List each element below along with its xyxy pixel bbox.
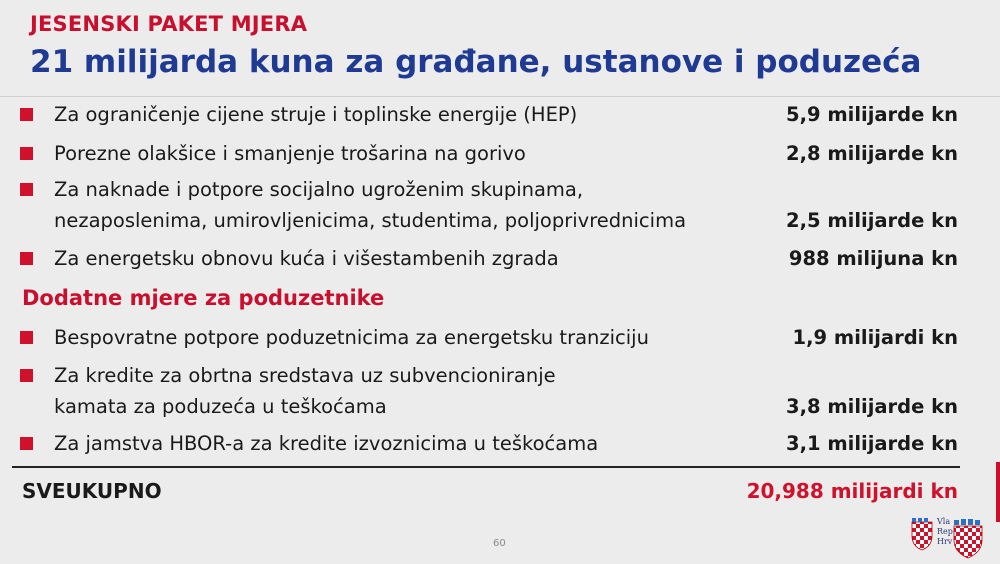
total-divider <box>12 466 960 468</box>
red-square-bullet-icon <box>20 147 33 160</box>
red-square-bullet-icon <box>20 331 33 344</box>
measure-text-line-1: Za naknade i potpore socijalno ugroženim skupinama, <box>54 178 584 201</box>
total-amount: 20,988 milijardi kn <box>746 479 958 503</box>
measure-amount: 3,1 milijarde kn <box>786 432 958 455</box>
measure-text: Za ograničenje cijene struje i toplinske energije (HEP) <box>54 103 578 126</box>
measure-text: Za energetsku obnovu kuća i višestambenih zgrada <box>54 247 559 270</box>
red-square-bullet-icon <box>20 369 33 382</box>
title-divider <box>0 96 1000 97</box>
page-number: 60 <box>493 538 506 549</box>
red-square-bullet-icon <box>20 252 33 265</box>
measure-amount: 988 milijuna kn <box>788 247 958 270</box>
slide-kicker: JESENSKI PAKET MJERA <box>30 12 308 36</box>
measure-amount: 5,9 milijarde kn <box>786 103 958 126</box>
red-square-bullet-icon <box>20 183 33 196</box>
measure-amount: 1,9 milijardi kn <box>792 326 958 349</box>
measure-text: Bespovratne potpore poduzetnicima za energetsku tranziciju <box>54 326 649 349</box>
government-logo-text <box>937 517 953 547</box>
measure-text: Porezne olakšice i smanjenje trošarina na gorivo <box>54 142 526 165</box>
red-square-bullet-icon <box>20 108 33 121</box>
measure-text-line-2: nezaposlenima, umirovljenicima, studentima, poljoprivrednicima <box>54 209 687 232</box>
measure-amount: 2,5 milijarde kn <box>786 209 958 232</box>
logo-text-line: Vla <box>937 517 951 526</box>
logo-text-line: Rep <box>937 527 953 536</box>
measure-amount: 2,8 milijarde kn <box>786 142 958 165</box>
total-label: SVEUKUPNO <box>22 479 162 503</box>
measure-text: Za jamstva HBOR-a za kredite izvoznicima u teškoćama <box>54 432 599 455</box>
slide-title: 21 milijarda kuna za građane, ustanove i poduzeća <box>30 44 922 80</box>
business-section-heading: Dodatne mjere za poduzetnike <box>22 286 385 310</box>
red-square-bullet-icon <box>20 437 33 450</box>
measure-amount: 3,8 milijarde kn <box>786 395 958 418</box>
logo-text-line: Hrv <box>937 537 953 546</box>
measure-text-line-1: Za kredite za obrtna sredstava uz subvencioniranje <box>54 364 556 387</box>
measure-text-line-2: kamata za poduzeća u teškoćama <box>54 395 387 418</box>
side-accent-bar <box>996 462 1000 522</box>
